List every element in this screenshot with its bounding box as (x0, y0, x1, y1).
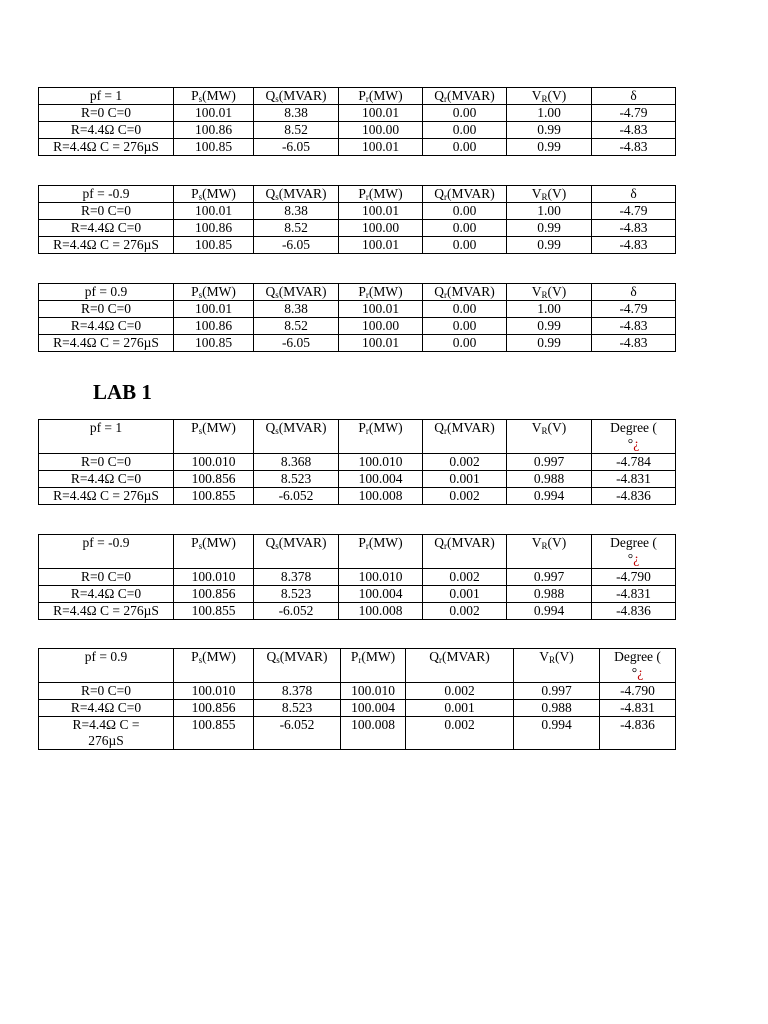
lab-table-pf-1 (38, 419, 676, 505)
qr-header: $Q_r(MVAR)$ (423, 535, 507, 569)
ps-header: $P_s(MW)$ (174, 649, 254, 683)
table-row: R=4.4Ω C=0 100.86 8.52 100.00 0.00 0.99 -4.83 (39, 122, 676, 139)
qs-header: $Q_s(MVAR)$ (254, 649, 341, 683)
table-header-row (39, 284, 676, 301)
table-header-row (39, 535, 676, 569)
qs-header: $Q_s(MVAR)$ (254, 535, 339, 569)
ps-header: $P_s(MW)$ (174, 88, 254, 105)
table-row: R=4.4Ω C = 276µS 100.855 -6.052 100.008 0.002 0.994 -4.836 (39, 717, 676, 750)
qs-header: $Q_s(MVAR)$ (254, 88, 339, 105)
degree-header: Degree ( °¿ (592, 535, 676, 569)
pf-label: pf = 0.9 (39, 284, 174, 301)
pr-header: $P_r(MW)$ (341, 649, 406, 683)
pf-label: pf = 0.9 (39, 649, 174, 683)
qr-header: $Q_r(MVAR)$ (406, 649, 514, 683)
degree-header: Degree ( °¿ (592, 420, 676, 454)
qr-header: $Q_r(MVAR)$ (423, 186, 507, 203)
vr-header: $V_R(V)$ (507, 420, 592, 454)
section-title: LAB 1 (93, 380, 152, 404)
pr-header: $P_r(MW)$ (339, 284, 423, 301)
lab-table-pf-0.9 (38, 648, 676, 750)
qs-header: $Q_s(MVAR)$ (254, 284, 339, 301)
table-row: R=4.4Ω C = 276µS 100.85 -6.05 100.01 0.00 0.99 -4.83 (39, 335, 676, 352)
table-row: R=0 C=0 100.010 8.378 100.010 0.002 0.997 -4.790 (39, 569, 676, 586)
table-header-row (39, 88, 676, 105)
ps-header: $P_s(MW)$ (174, 535, 254, 569)
results-table-pf-neg-0.9 (38, 185, 676, 254)
pr-header: $P_r(MW)$ (339, 535, 423, 569)
degree-header: Degree ( °¿ (600, 649, 676, 683)
qs-header: $Q_s(MVAR)$ (254, 420, 339, 454)
table-row: R=4.4Ω C=0 100.856 8.523 100.004 0.001 0.988 -4.831 (39, 586, 676, 603)
ps-header: $P_s(MW)$ (174, 420, 254, 454)
table-row: R=4.4Ω C = 276µS 100.855 -6.052 100.008 0.002 0.994 -4.836 (39, 603, 676, 620)
pf-label: pf = -0.9 (39, 186, 174, 203)
delta-header: δ (592, 186, 676, 203)
table-row: R=0 C=0 100.010 8.378 100.010 0.002 0.997 -4.790 (39, 683, 676, 700)
table-row: R=0 C=0 100.010 8.368 100.010 0.002 0.997 -4.784 (39, 454, 676, 471)
pf-label: pf = 1 (39, 420, 174, 454)
qs-header: $Q_s(MVAR)$ (254, 186, 339, 203)
table-row: R=4.4Ω C = 276µS 100.85 -6.05 100.01 0.00 0.99 -4.83 (39, 139, 676, 156)
table-row: R=0 C=0 100.01 8.38 100.01 0.00 1.00 -4.79 (39, 105, 676, 122)
pf-label: pf = 1 (39, 88, 174, 105)
pr-header: $P_r(MW)$ (339, 420, 423, 454)
table-row: R=0 C=0 100.01 8.38 100.01 0.00 1.00 -4.79 (39, 203, 676, 220)
vr-header: $V_R(V)$ (507, 535, 592, 569)
qr-header: $Q_r(MVAR)$ (423, 284, 507, 301)
table-row: R=4.4Ω C=0 100.86 8.52 100.00 0.00 0.99 -4.83 (39, 220, 676, 237)
pr-header: $P_r(MW)$ (339, 88, 423, 105)
vr-header: $V_R(V)$ (507, 284, 592, 301)
qr-header: $Q_r(MVAR)$ (423, 420, 507, 454)
table-row: R=4.4Ω C=0 100.86 8.52 100.00 0.00 0.99 -4.83 (39, 318, 676, 335)
table-header-row (39, 649, 676, 683)
delta-header: δ (592, 88, 676, 105)
qr-header: $Q_r(MVAR)$ (423, 88, 507, 105)
lab-table-pf-neg-0.9 (38, 534, 676, 620)
pf-label: pf = -0.9 (39, 535, 174, 569)
results-table-pf-1 (38, 87, 676, 156)
vr-header: $V_R(V)$ (514, 649, 600, 683)
table-row: R=4.4Ω C = 276µS 100.855 -6.052 100.008 0.002 0.994 -4.836 (39, 488, 676, 505)
table-row: R=4.4Ω C=0 100.856 8.523 100.004 0.001 0.988 -4.831 (39, 471, 676, 488)
table-row: R=4.4Ω C = 276µS 100.85 -6.05 100.01 0.00 0.99 -4.83 (39, 237, 676, 254)
pr-header: $P_r(MW)$ (339, 186, 423, 203)
delta-header: δ (592, 284, 676, 301)
vr-header: $V_R(V)$ (507, 186, 592, 203)
vr-header: $V_R(V)$ (507, 88, 592, 105)
table-header-row (39, 186, 676, 203)
table-row: R=4.4Ω C=0 100.856 8.523 100.004 0.001 0.988 -4.831 (39, 700, 676, 717)
ps-header: $P_s(MW)$ (174, 186, 254, 203)
table-row: R=0 C=0 100.01 8.38 100.01 0.00 1.00 -4.79 (39, 301, 676, 318)
ps-header: $P_s(MW)$ (174, 284, 254, 301)
results-table-pf-0.9 (38, 283, 676, 352)
table-header-row (39, 420, 676, 454)
